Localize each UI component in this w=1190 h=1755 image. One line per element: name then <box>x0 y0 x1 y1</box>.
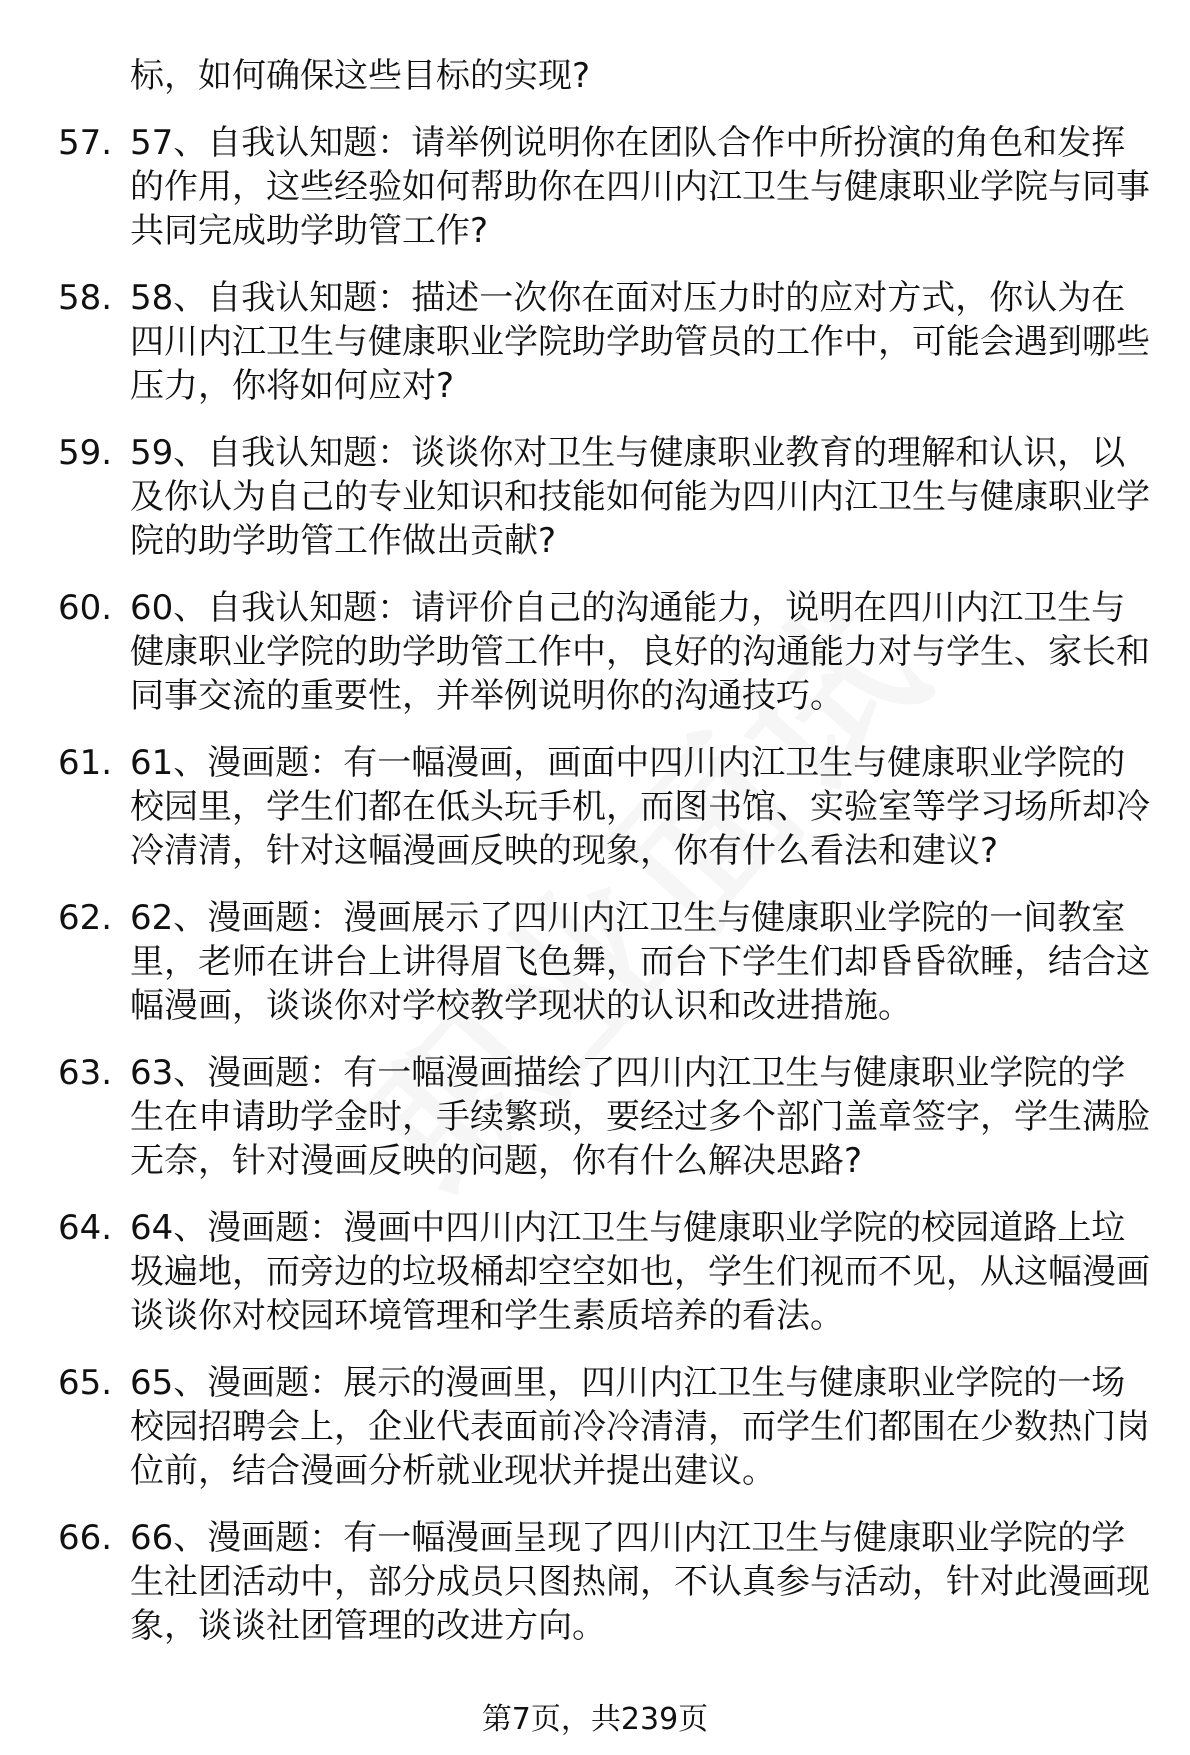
item-text: 57、自我认知题：请举例说明你在团队合作中所扮演的角色和发挥的作用，这些经验如何帮助你在四川内江卫生与健康职业学院与同事共同完成助学助管工作? <box>130 123 1150 251</box>
list-item <box>58 431 1154 563</box>
item-text: 66、漫画题：有一幅漫画呈现了四川内江卫生与健康职业学院的学生社团活动中，部分成员只图热闹，不认真参与活动，针对此漫画现象，谈谈社团管理的改进方向。 <box>130 1518 1150 1646</box>
item-number: 63. <box>58 1053 113 1093</box>
list-item <box>58 1206 1154 1338</box>
item-number: 64. <box>58 1208 113 1248</box>
continuation-text: 标，如何确保这些目标的实现? <box>130 56 591 96</box>
item-text: 60、自我认知题：请评价自己的沟通能力，说明在四川内江卫生与健康职业学院的助学助管工作中，良好的沟通能力对与学生、家长和同事交流的重要性，并举例说明你的沟通技巧。 <box>130 588 1150 716</box>
list-item <box>58 276 1154 408</box>
list-item <box>58 1051 1154 1183</box>
page-footer: 第7页，共239页 <box>481 1702 709 1737</box>
item-number: 62. <box>58 898 113 938</box>
list-item <box>58 586 1154 718</box>
list-item <box>58 1516 1154 1648</box>
item-text: 63、漫画题：有一幅漫画描绘了四川内江卫生与健康职业学院的学生在申请助学金时，手续繁琐，要经过多个部门盖章签字，学生满脸无奈，针对漫画反映的问题，你有什么解决思路? <box>130 1053 1150 1181</box>
item-number: 58. <box>58 278 113 318</box>
item-number: 65. <box>58 1363 113 1403</box>
item-number: 66. <box>58 1518 113 1558</box>
list-item <box>58 741 1154 873</box>
item-text: 59、自我认知题：谈谈你对卫生与健康职业教育的理解和认识，以及你认为自己的专业知识和技能如何能为四川内江卫生与健康职业学院的助学助管工作做出贡献? <box>130 433 1150 561</box>
item-text: 62、漫画题：漫画展示了四川内江卫生与健康职业学院的一间教室里，老师在讲台上讲得眉飞色舞，而台下学生们却昏昏欲睡，结合这幅漫画，谈谈你对学校教学现状的认识和改进措施。 <box>130 898 1150 1026</box>
question-list <box>58 54 1154 1671</box>
item-text: 61、漫画题：有一幅漫画，画面中四川内江卫生与健康职业学院的校园里，学生们都在低头玩手机，而图书馆、实验室等学习场所却冷冷清清，针对这幅漫画反映的现象，你有什么看法和建议? <box>130 743 1150 871</box>
item-number: 57. <box>58 123 113 163</box>
item-number: 60. <box>58 588 113 628</box>
item-text: 64、漫画题：漫画中四川内江卫生与健康职业学院的校园道路上垃圾遍地，而旁边的垃圾桶却空空如也，学生们视而不见，从这幅漫画谈谈你对校园环境管理和学生素质培养的看法。 <box>130 1208 1150 1336</box>
list-item <box>58 896 1154 1028</box>
item-number: 59. <box>58 433 113 473</box>
item-number: 61. <box>58 743 113 783</box>
list-item <box>58 121 1154 253</box>
list-item <box>58 1361 1154 1493</box>
item-text: 58、自我认知题：描述一次你在面对压力时的应对方式，你认为在四川内江卫生与健康职业学院助学助管员的工作中，可能会遇到哪些压力，你将如何应对? <box>130 278 1150 406</box>
item-text: 65、漫画题：展示的漫画里，四川内江卫生与健康职业学院的一场校园招聘会上，企业代表面前冷冷清清，而学生们都围在少数热门岗位前，结合漫画分析就业现状并提出建议。 <box>130 1363 1150 1491</box>
